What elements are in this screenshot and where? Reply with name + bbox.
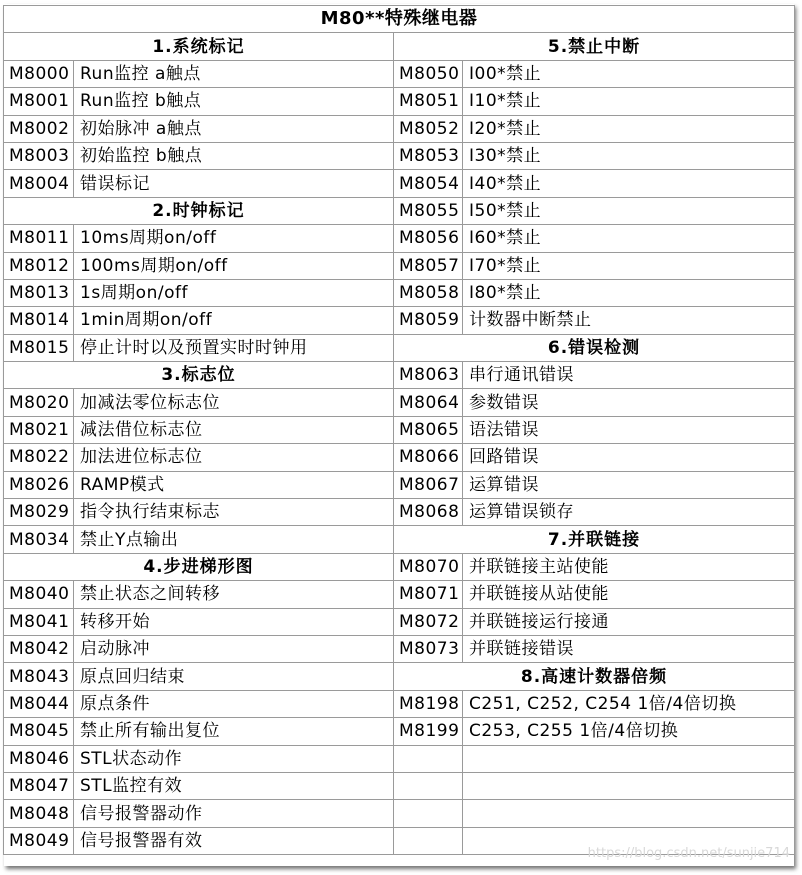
relay-description: 停止计时以及预置实时时钟用 xyxy=(74,334,394,361)
relay-code: M8044 xyxy=(4,690,74,717)
relay-code: M8053 xyxy=(394,142,463,169)
table-row xyxy=(4,197,795,224)
table-row xyxy=(4,526,795,553)
table-row xyxy=(4,499,795,526)
empty-cell xyxy=(463,745,795,772)
relay-description: 1s周期on/off xyxy=(74,279,394,306)
table-row xyxy=(4,225,795,252)
table-row xyxy=(4,471,795,498)
relay-description: 回路错误 xyxy=(463,444,795,471)
relay-description: 并联链接从站使能 xyxy=(463,581,795,608)
table-row xyxy=(4,307,795,334)
relay-code: M8068 xyxy=(394,499,463,526)
relay-description: I70*禁止 xyxy=(463,252,795,279)
empty-cell xyxy=(463,772,795,799)
relay-code: M8042 xyxy=(4,635,74,662)
relay-description: 运算错误 xyxy=(463,471,795,498)
section-header: 2.时钟标记 xyxy=(4,197,394,224)
relay-code: M8034 xyxy=(4,526,74,553)
table-row xyxy=(4,252,795,279)
relay-description: 原点回归结束 xyxy=(74,663,394,690)
relay-description: 100ms周期on/off xyxy=(74,252,394,279)
empty-cell xyxy=(394,745,463,772)
table-row xyxy=(4,389,795,416)
relay-description: 错误标记 xyxy=(74,170,394,197)
relay-code: M8047 xyxy=(4,772,74,799)
relay-code: M8070 xyxy=(394,553,463,580)
relay-code: M8002 xyxy=(4,115,74,142)
relay-description: 减法借位标志位 xyxy=(74,416,394,443)
table-row xyxy=(4,745,795,772)
relay-code: M8059 xyxy=(394,307,463,334)
empty-cell xyxy=(394,827,463,854)
table-row xyxy=(4,444,795,471)
relay-description: 并联链接主站使能 xyxy=(463,553,795,580)
relay-description: 并联链接运行接通 xyxy=(463,608,795,635)
relay-code: M8064 xyxy=(394,389,463,416)
relay-description: 指令执行结束标志 xyxy=(74,499,394,526)
section-header: 6.错误检测 xyxy=(394,334,795,361)
relay-description: I60*禁止 xyxy=(463,225,795,252)
relay-description: I30*禁止 xyxy=(463,142,795,169)
relay-description: I40*禁止 xyxy=(463,170,795,197)
relay-description: STL监控有效 xyxy=(74,772,394,799)
relay-code: M8058 xyxy=(394,279,463,306)
table-row xyxy=(4,581,795,608)
table-row xyxy=(4,690,795,717)
relay-description: 计数器中断禁止 xyxy=(463,307,795,334)
relay-description: I10*禁止 xyxy=(463,88,795,115)
table-row xyxy=(4,718,795,745)
relay-description: 10ms周期on/off xyxy=(74,225,394,252)
relay-code: M8013 xyxy=(4,279,74,306)
relay-code: M8066 xyxy=(394,444,463,471)
relay-description: 加减法零位标志位 xyxy=(74,389,394,416)
relay-description: 禁止所有输出复位 xyxy=(74,718,394,745)
empty-cell xyxy=(394,772,463,799)
relay-description: 启动脉冲 xyxy=(74,635,394,662)
relay-code: M8041 xyxy=(4,608,74,635)
relay-code: M8029 xyxy=(4,499,74,526)
relay-code: M8004 xyxy=(4,170,74,197)
section-header: 1.系统标记 xyxy=(4,33,394,60)
relay-description: 初始监控 b触点 xyxy=(74,142,394,169)
table-row xyxy=(4,608,795,635)
section-header: 4.步进梯形图 xyxy=(4,553,394,580)
relay-description: 串行通讯错误 xyxy=(463,362,795,389)
relay-code: M8014 xyxy=(4,307,74,334)
relay-description: 运算错误锁存 xyxy=(463,499,795,526)
section-header: 7.并联链接 xyxy=(394,526,795,553)
relay-description: 1min周期on/off xyxy=(74,307,394,334)
relay-code: M8046 xyxy=(4,745,74,772)
relay-code: M8050 xyxy=(394,60,463,87)
relay-code: M8015 xyxy=(4,334,74,361)
relay-code: M8052 xyxy=(394,115,463,142)
relay-description: 禁止状态之间转移 xyxy=(74,581,394,608)
table-row xyxy=(4,334,795,361)
table-row xyxy=(4,115,795,142)
relay-description: 并联链接错误 xyxy=(463,635,795,662)
relay-description: C253, C255 1倍/4倍切换 xyxy=(463,718,795,745)
relay-description: Run监控 b触点 xyxy=(74,88,394,115)
relay-code: M8067 xyxy=(394,471,463,498)
relay-description: STL状态动作 xyxy=(74,745,394,772)
special-relay-table xyxy=(3,5,795,855)
relay-code: M8012 xyxy=(4,252,74,279)
relay-description: Run监控 a触点 xyxy=(74,60,394,87)
relay-description: 语法错误 xyxy=(463,416,795,443)
relay-code: M8011 xyxy=(4,225,74,252)
relay-description: C251, C252, C254 1倍/4倍切换 xyxy=(463,690,795,717)
table-row xyxy=(4,416,795,443)
relay-code: M8056 xyxy=(394,225,463,252)
table-row xyxy=(4,553,795,580)
relay-code: M8071 xyxy=(394,581,463,608)
relay-code: M8073 xyxy=(394,635,463,662)
table-row xyxy=(4,772,795,799)
relay-code: M8051 xyxy=(394,88,463,115)
relay-description: 参数错误 xyxy=(463,389,795,416)
relay-code: M8054 xyxy=(394,170,463,197)
relay-code: M8072 xyxy=(394,608,463,635)
table-row xyxy=(4,142,795,169)
relay-code: M8040 xyxy=(4,581,74,608)
relay-description: I80*禁止 xyxy=(463,279,795,306)
relay-code: M8001 xyxy=(4,88,74,115)
relay-description: I20*禁止 xyxy=(463,115,795,142)
relay-code: M8043 xyxy=(4,663,74,690)
section-header: 8.高速计数器倍频 xyxy=(394,663,795,690)
table-row xyxy=(4,800,795,827)
relay-code: M8198 xyxy=(394,690,463,717)
relay-description: 信号报警器有效 xyxy=(74,827,394,854)
relay-code: M8026 xyxy=(4,471,74,498)
relay-code: M8000 xyxy=(4,60,74,87)
relay-description: I00*禁止 xyxy=(463,60,795,87)
relay-description: 信号报警器动作 xyxy=(74,800,394,827)
table-row xyxy=(4,362,795,389)
table-row xyxy=(4,635,795,662)
title-row xyxy=(4,6,795,33)
relay-description: 加法进位标志位 xyxy=(74,444,394,471)
table-title: M80**特殊继电器 xyxy=(4,6,795,33)
relay-code: M8020 xyxy=(4,389,74,416)
relay-description: 禁止Y点输出 xyxy=(74,526,394,553)
table-row xyxy=(4,88,795,115)
relay-code: M8057 xyxy=(394,252,463,279)
relay-code: M8063 xyxy=(394,362,463,389)
table-row xyxy=(4,170,795,197)
section-header: 3.标志位 xyxy=(4,362,394,389)
relay-code: M8199 xyxy=(394,718,463,745)
relay-code: M8065 xyxy=(394,416,463,443)
table-row xyxy=(4,279,795,306)
table-row xyxy=(4,60,795,87)
relay-code: M8048 xyxy=(4,800,74,827)
relay-description: 转移开始 xyxy=(74,608,394,635)
relay-description: RAMP模式 xyxy=(74,471,394,498)
table-row xyxy=(4,663,795,690)
relay-code: M8055 xyxy=(394,197,463,224)
relay-code: M8045 xyxy=(4,718,74,745)
relay-code: M8003 xyxy=(4,142,74,169)
table-row xyxy=(4,33,795,60)
relay-code: M8022 xyxy=(4,444,74,471)
section-header: 5.禁止中断 xyxy=(394,33,795,60)
empty-cell xyxy=(394,800,463,827)
relay-description: I50*禁止 xyxy=(463,197,795,224)
relay-code: M8021 xyxy=(4,416,74,443)
relay-description: 原点条件 xyxy=(74,690,394,717)
watermark: https://blog.csdn.net/sunjie714 xyxy=(587,846,790,861)
relay-code: M8049 xyxy=(4,827,74,854)
relay-description: 初始脉冲 a触点 xyxy=(74,115,394,142)
empty-cell xyxy=(463,800,795,827)
